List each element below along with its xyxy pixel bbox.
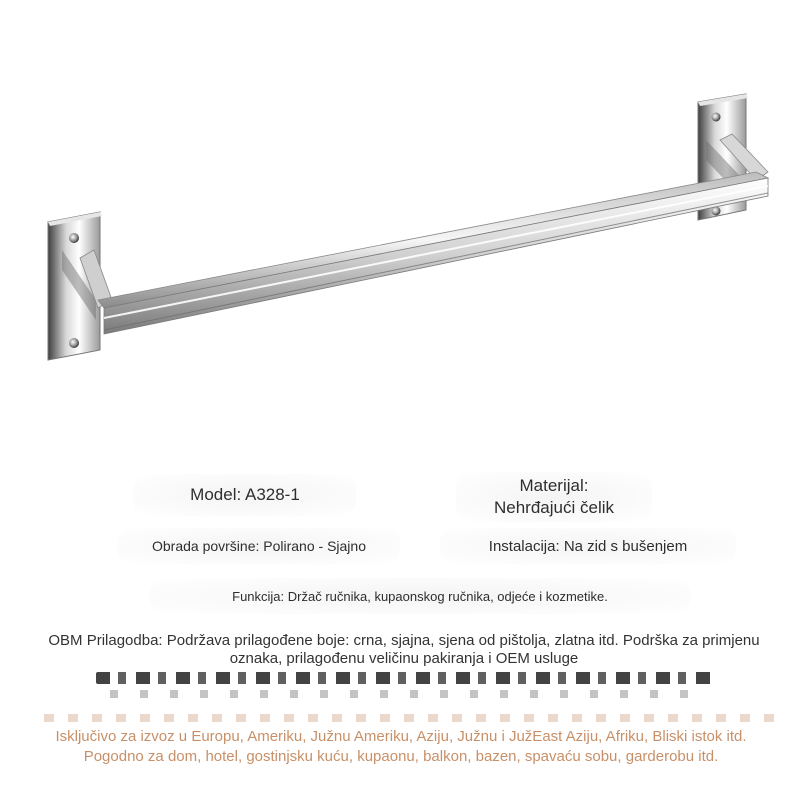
surface-finish-label: Obrada površine: Polirano - Sjajno: [151, 538, 366, 554]
garbled-text-artifact-accent: [44, 714, 774, 722]
obm-customization-text: OBM Prilagodba: Podržava prilagođene boje: crna, sjajna, sjena od pištolja, zlatna itd. Podrška za primjenu oznaka, prilagođenu veličinu pakiranja i OEM usluge: [48, 632, 760, 667]
model-box: [134, 474, 356, 516]
model-label: Model: A328-1: [190, 485, 300, 504]
material-label: Materijal:: [519, 476, 589, 495]
installation-box: [440, 528, 736, 564]
surface-finish-box: [118, 528, 400, 564]
installation-label: Instalacija: Na zid s bušenjem: [488, 537, 688, 555]
material-box: [456, 472, 652, 522]
towel-bar-rail: [98, 172, 768, 334]
garbled-text-artifact-faint: [110, 690, 710, 698]
export-regions-text: Isključivo za izvoz u Europu, Ameriku, Južnu Ameriku, Aziju, Južnu i JužEast Aziju, Afriku, Bliski istok itd. Pogodno za dom, hotel, gostinjsku kuću, kupaonu, balkon, bazen, spavaću sobu, garderobu itd.: [55, 728, 747, 765]
garbled-text-artifact: [96, 672, 716, 684]
material-value: Nehrđajući čelik: [494, 498, 614, 517]
function-label: Funkcija: Držač ručnika, kupaonskog ručnika, odjeće i kozmetike.: [232, 588, 608, 604]
function-box: [150, 578, 690, 614]
